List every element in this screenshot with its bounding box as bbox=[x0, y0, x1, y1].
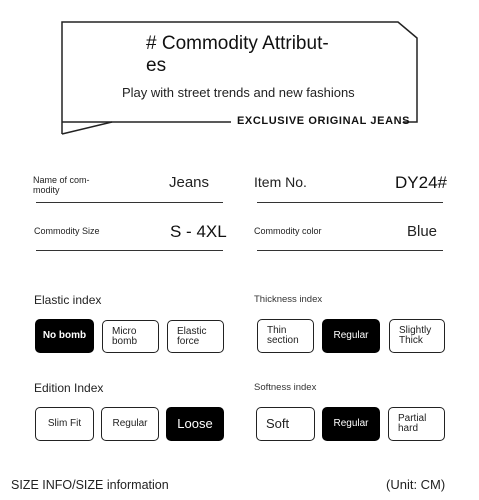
thickness-index-title: Thickness index bbox=[254, 294, 323, 305]
option-label: Loose bbox=[177, 416, 213, 431]
item-no-value: DY24# bbox=[395, 173, 447, 192]
size-info-heading: SIZE INFO/SIZE information bbox=[11, 478, 169, 492]
unit-note: (Unit: CM) bbox=[386, 477, 446, 492]
divider bbox=[36, 202, 223, 203]
page-title bbox=[146, 33, 346, 77]
color-label: Commodity color bbox=[254, 226, 322, 236]
edition-option-loose[interactable] bbox=[166, 407, 224, 441]
elastic-index-title: Elastic index bbox=[34, 293, 102, 307]
softness-index-title: Softness index bbox=[254, 382, 317, 393]
option-label-line2: hard bbox=[398, 423, 419, 434]
option-label-line1: Elastic bbox=[177, 325, 207, 337]
thickness-option-regular[interactable] bbox=[322, 319, 380, 353]
name-value: Jeans bbox=[169, 174, 210, 191]
edition-index-title: Edition Index bbox=[34, 381, 104, 395]
divider bbox=[36, 250, 223, 251]
option-label: Regular bbox=[333, 330, 369, 341]
divider bbox=[257, 202, 443, 203]
option-label-line1: Partial bbox=[398, 413, 427, 424]
item-no-label: Item No. bbox=[254, 174, 307, 190]
elastic-option-micro-bomb[interactable] bbox=[102, 320, 159, 353]
name-label-line2: modity bbox=[33, 185, 60, 195]
thickness-option-thin-section[interactable] bbox=[257, 319, 314, 353]
option-label-line2: Thick bbox=[399, 335, 423, 346]
name-label-line1: Name of com- bbox=[33, 175, 90, 185]
page-title-line1: # Commodity Attribut- bbox=[146, 33, 329, 54]
option-label: Regular bbox=[112, 418, 148, 429]
option-label-line2: section bbox=[267, 335, 299, 346]
softness-option-soft[interactable] bbox=[256, 407, 315, 441]
option-label: Slim Fit bbox=[47, 418, 82, 429]
option-label-line2: bomb bbox=[112, 335, 138, 347]
tagline: EXCLUSIVE ORIGINAL JEANS bbox=[237, 115, 411, 127]
bubble-tail bbox=[62, 122, 112, 134]
option-label: Regular bbox=[333, 418, 369, 429]
option-label: No bomb bbox=[42, 330, 87, 341]
name-label bbox=[33, 175, 90, 195]
divider bbox=[257, 250, 443, 251]
softness-option-regular[interactable] bbox=[322, 407, 380, 441]
page-subtitle: Play with street trends and new fashions bbox=[122, 85, 355, 100]
color-value: Blue bbox=[407, 223, 438, 240]
softness-option-partial-hard[interactable] bbox=[388, 407, 445, 441]
size-label: Commodity Size bbox=[34, 226, 100, 236]
thickness-option-slightly-thick[interactable] bbox=[389, 319, 445, 353]
option-label-line1: Micro bbox=[112, 325, 137, 337]
elastic-option-elastic-force[interactable] bbox=[167, 320, 224, 353]
option-label-line1: Thin bbox=[267, 325, 287, 336]
edition-option-slim-fit[interactable] bbox=[35, 407, 94, 441]
option-label: Soft bbox=[266, 416, 290, 431]
elastic-option-no-bomb[interactable] bbox=[35, 319, 94, 353]
option-label-line1: Slightly bbox=[399, 325, 432, 336]
option-label-line2: force bbox=[177, 335, 200, 347]
page-title-line2: es bbox=[146, 55, 167, 76]
edition-option-regular[interactable] bbox=[101, 407, 159, 441]
size-value: S - 4XL bbox=[170, 222, 227, 241]
